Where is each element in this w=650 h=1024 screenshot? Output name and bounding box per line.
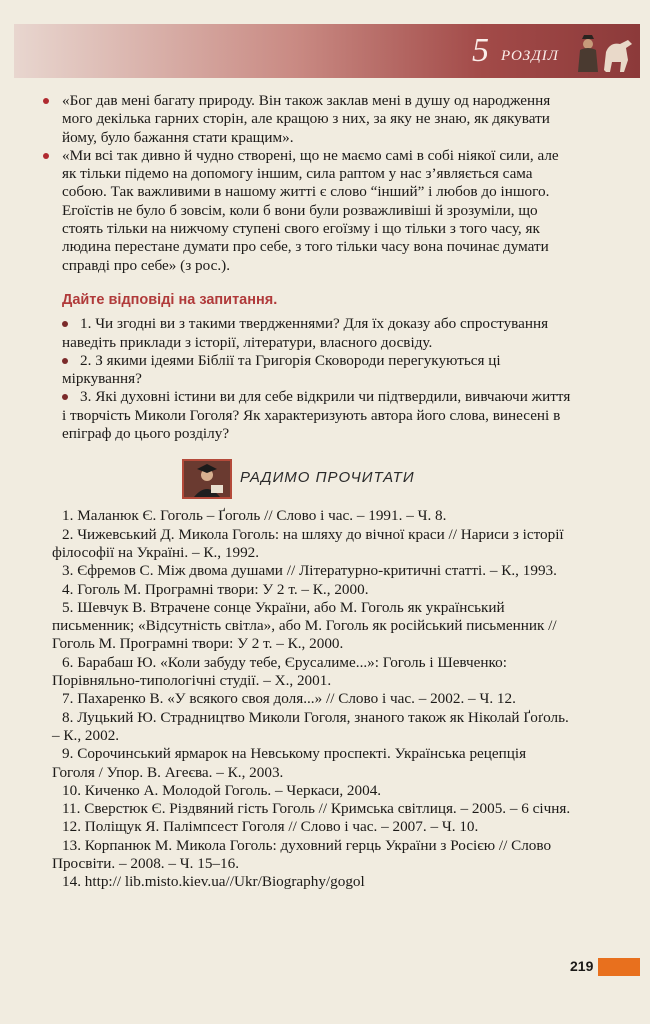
reading-item: 1. Маланюк Є. Гоголь – Ґоголь // Слово і час. – 1991. – Ч. 8. <box>62 507 447 525</box>
cossack-horse-illustration-icon <box>566 30 636 76</box>
reading-item: 2. Чижевський Д. Микола Гоголь: на шляху до вічної краси // Нариси з історії філософії на Україні. – К., 1992. <box>52 525 564 561</box>
quote-bullet: «Бог дав мені багату природу. Він також заклав мені в душу од народження мого декілька гарних сторін, але кращою з них, за яку не знаю, як дякувати йому, було бажання стати кращим». <box>52 92 572 147</box>
reading-header <box>52 455 572 507</box>
reading-item: 11. Сверстюк Є. Різдвяний гість Гоголь // Кримська світлиця. – 2005. – 6 січня. <box>62 800 571 818</box>
reading-item: 3. Єфремов С. Між двома душами // Літературно-критичні статті. – К., 1993. <box>62 562 557 580</box>
page-number: 219 <box>570 958 594 974</box>
question-item: 3. Які духовні істини ви для себе відкрили чи підтвердили, вивчаючи життя і творчість Миколи Гоголя? Як характеризують автора його слова, винесені в епіграф до цього розділу? <box>52 388 572 443</box>
questions-heading: Дайте відповіді на запитання. <box>62 291 278 308</box>
reading-item: 10. Киченко А. Молодой Гоголь. – Черкаси, 2004. <box>62 781 382 799</box>
reading-item: 13. Корпанюк М. Микола Гоголь: духовний герць України з Росією // Слово Просвіти. – 2008. – Ч. 15–16. <box>52 836 552 872</box>
section-header <box>14 24 640 78</box>
quote-bullet: «Ми всі так дивно й чудно створені, що не маємо самі в собі ніякої сили, але як тільки підемо на допомогу іншим, сила раптом у нас з’являється сама собою. Так важливими в нашому житті є слово “інший” і любов до іншого. Егоїстів не було б зовсім, коли б вони були розважливіші й зрозуміли, що стоять тільки на нижчому ступені свого егоїзму і що тільки з того часу, як людина перестане думати про себе, з того тільки часу вона починає думати справді про себе» (з рос.). <box>52 147 572 275</box>
reading-title: РАДИМО ПРОЧИТАТИ <box>240 469 415 487</box>
reading-item: 14. http:// lib.misto.kiev.ua//Ukr/Biography/gogol <box>62 873 365 891</box>
page-accent-bar <box>598 958 640 976</box>
question-item: 2. З якими ідеями Біблії та Григорія Сковороди перегукуються ці міркування? <box>52 352 572 389</box>
section-label: РОЗДІЛ <box>501 48 559 64</box>
reading-item: 5. Шевчук В. Втрачене сонце України, або М. Гоголь як український письменник; «Відсутність світла», або М. Гоголь як російський письменник // Гоголь М. Програмні твори: У 2 т. – К., 2000. <box>52 598 557 653</box>
page-content <box>52 92 572 892</box>
reading-list <box>52 507 572 891</box>
reading-item: 7. Пахаренко В. «У всякого своя доля...» // Слово і час. – 2002. – Ч. 12. <box>62 690 516 708</box>
question-item: 1. Чи згодні ви з такими твердженнями? Для їх доказу або спростування наведіть приклади з історії, літератури, власного досвіду. <box>52 315 572 352</box>
reading-item: 9. Сорочинський ярмарок на Невському проспекті. Українська рецепція Гоголя / Упор. В. Агеєва. – К., 2003. <box>52 745 527 781</box>
section-number: 5 <box>472 32 489 69</box>
reading-item: 8. Луцький Ю. Страдництво Миколи Гоголя, знаного також як Ніколай Ґоґоль. – К., 2002. <box>52 708 569 744</box>
reading-item: 6. Барабаш Ю. «Коли забуду тебе, Єрусалиме...»: Гоголь і Шевченко: Порівняльно-типологічні студії. – Х., 2001. <box>52 653 507 690</box>
reading-item: 12. Поліщук Я. Палімпсест Гоголя // Слово і час. – 2007. – Ч. 10. <box>62 818 479 836</box>
reading-item: 4. Гоголь М. Програмні твори: У 2 т. – К., 2000. <box>62 580 369 598</box>
graduate-photo-icon <box>182 459 232 499</box>
